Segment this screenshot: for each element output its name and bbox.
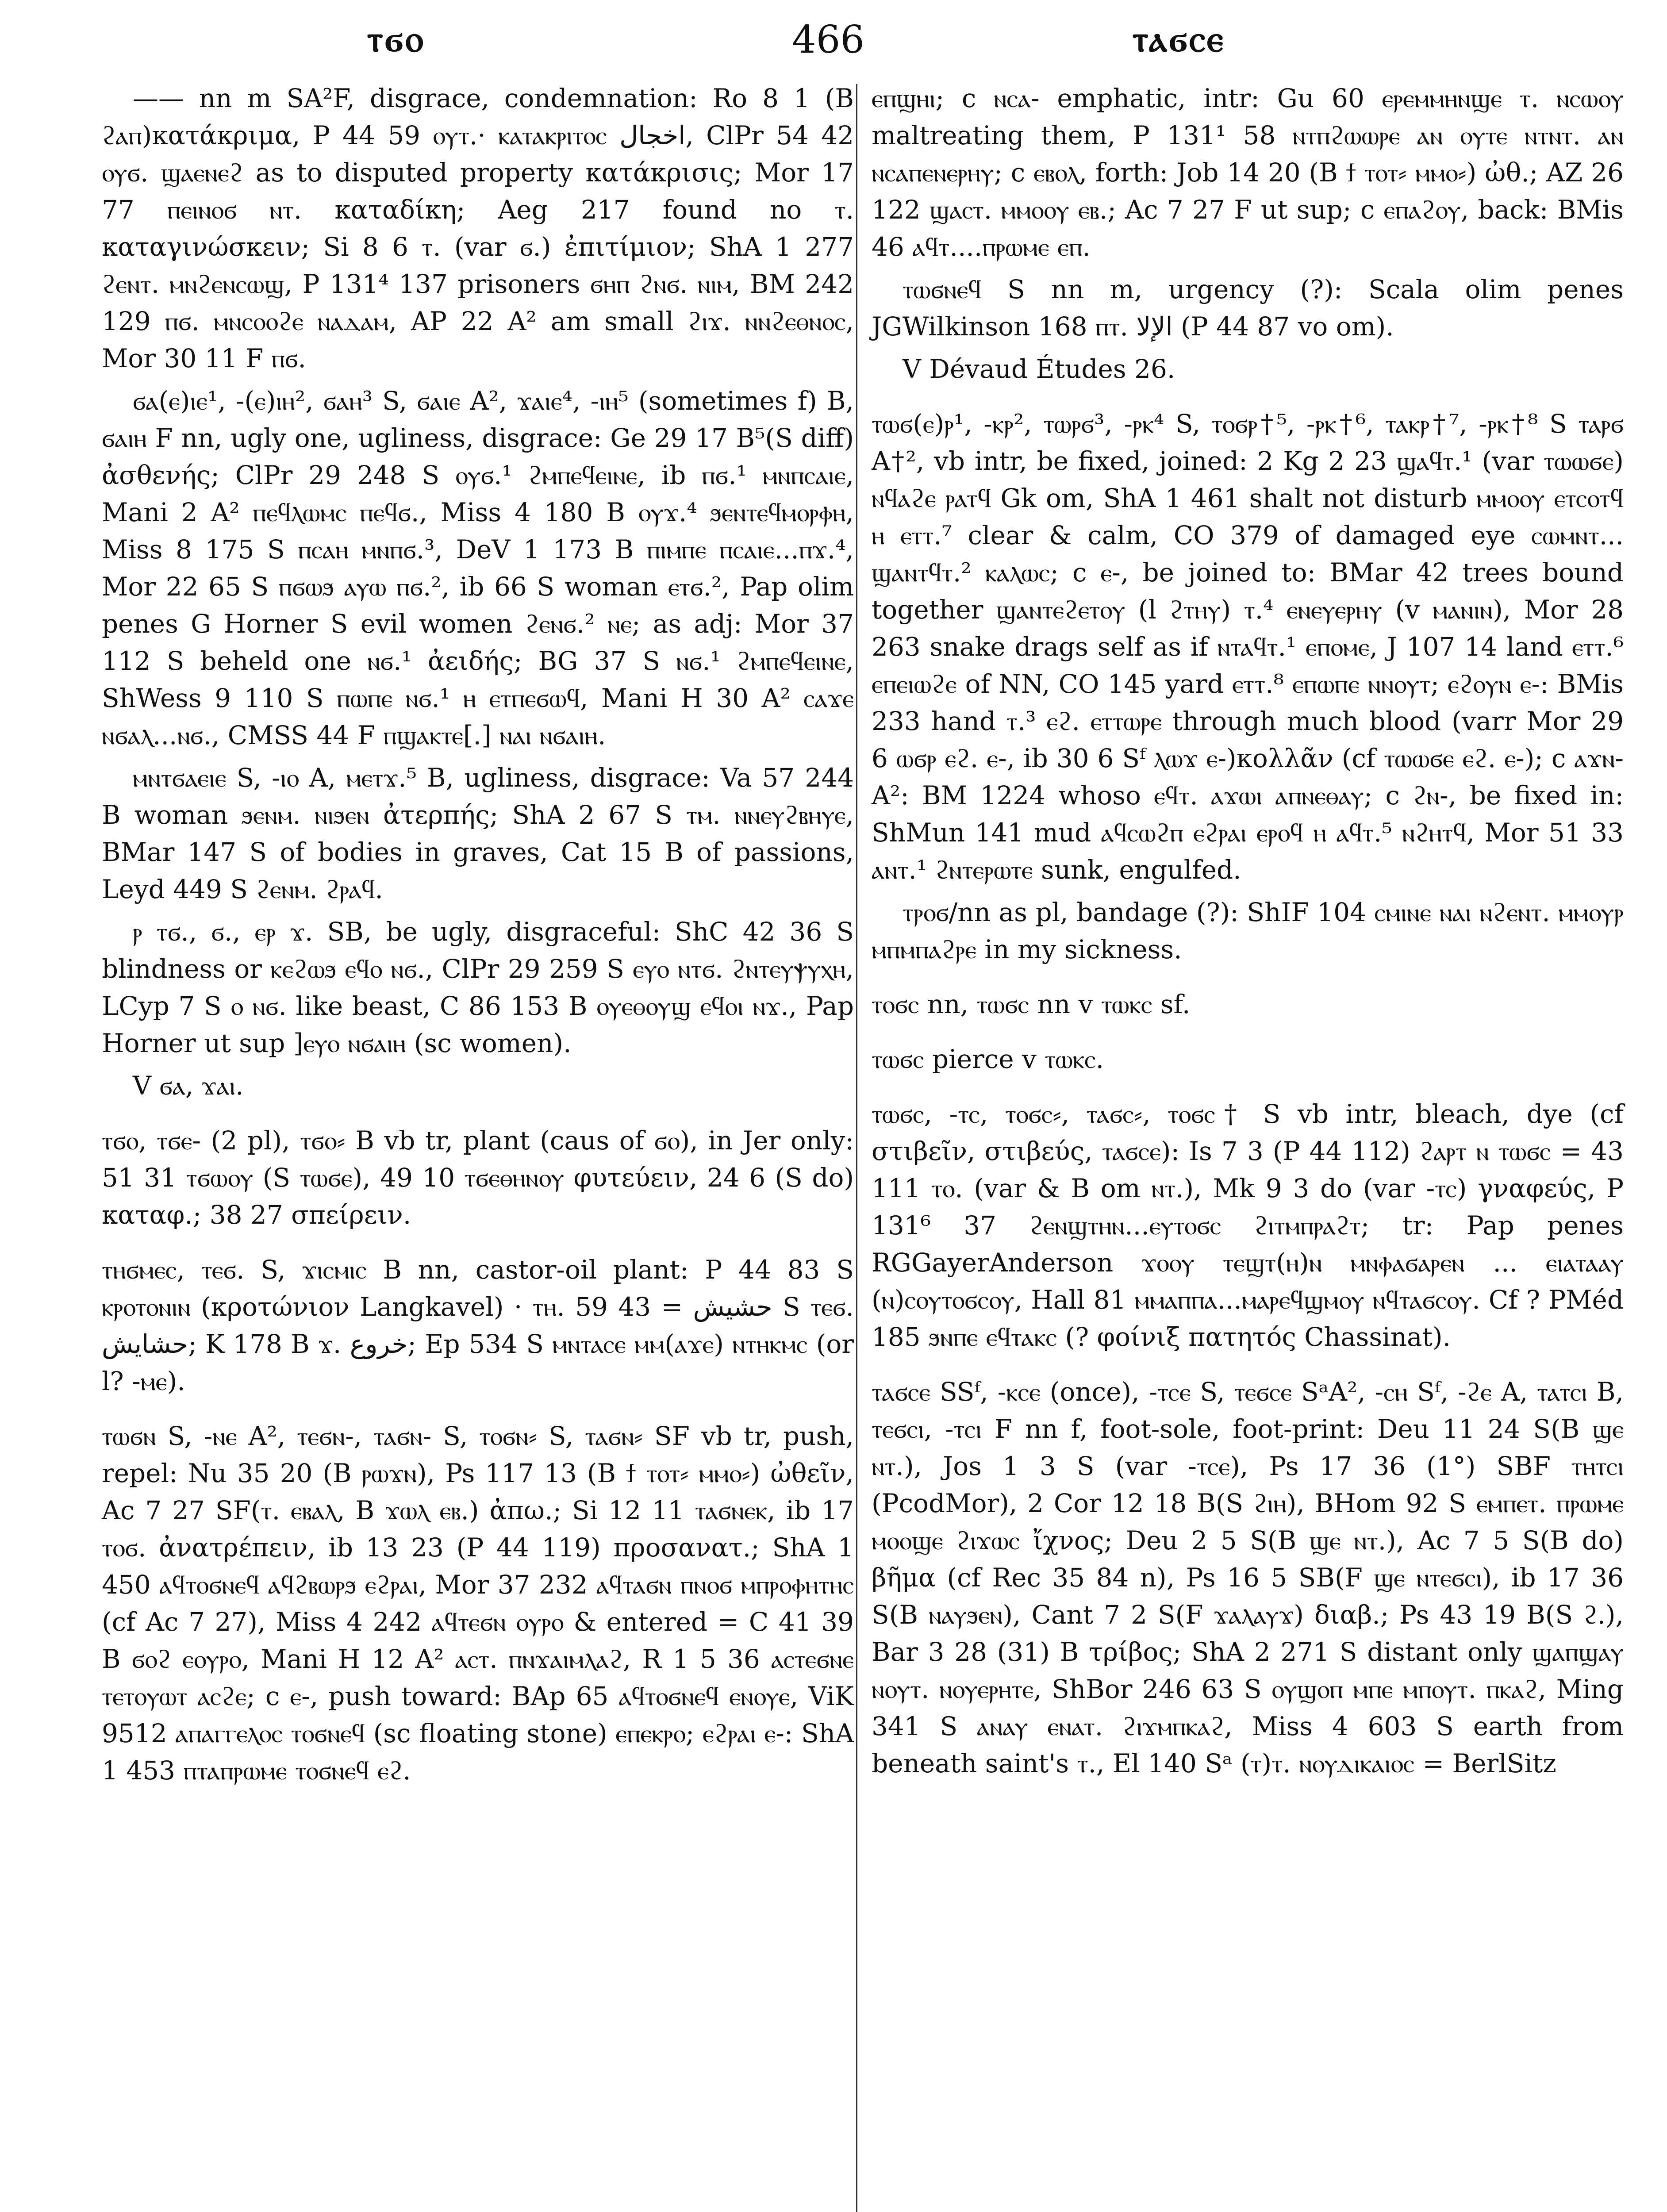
entry-bleach-dye: ⲧⲱϭⲥ, -ⲧⲥ, ⲧⲟϭⲥ⸗, ⲧⲁϭⲥ⸗, ⲧⲟϭⲥ† S vb intr, bleach, dye (cf στιβεῖν, στιβεύς, ⲧⲁϭⲥⲉ): Is 7 3 (P 44 112) ϩⲁⲣⲧ ⲛ ⲧⲱϭⲥ = 43 111 ⲧⲟ. (var & B om ⲛⲧ.), Mk 9 3 do (var -ⲧⲥ) γναφεύς, P 131⁶ 37 ϩⲉⲛϣⲧⲏⲛ...ⲉⲩⲧⲟϭⲥ ϩⲓⲧⲙⲡⲣⲁϩⲧ; tr: Pap penes RGGayerAnderson ϫⲟⲟⲩ ⲧⲉϣⲧ(ⲏ)ⲛ ⲙⲛⲫⲁϭⲁⲣⲉⲛ ... ⲉⲓⲁⲧⲁⲁⲩ (ⲛ)ⲥⲟⲩⲧⲟϭⲥⲟⲩ, Hall 81 ⲙⲙⲁⲡⲡⲁ...ⲙⲁⲣⲉϥϣⲙⲟⲩ ⲛϥⲧⲁϭⲥⲟⲩ. Cf ? PMéd 185 ϧⲛⲡⲉ ⲉϥⲧⲁⲕⲥ (? φοίνιξ πατητός Chassinat). (872, 1099, 1624, 1352)
entry-ugliness: ⲙⲛⲧϭⲁⲉⲓⲉ S, -ⲓⲟ A, ⲙⲉⲧϫ.⁵ B, ugliness, disgrace: Va 57 244 B woman ϧⲉⲛⲙ. ⲛⲓϧⲉⲛ ἀτερπής; ShA 2 67 S ⲧⲙ. ⲛⲛⲉⲩϩⲃⲏⲩⲉ, BMar 147 S of bodies in graves, Cat 15 B of passions, Leyd 449 S ϩⲉⲛⲙ. ϩⲣⲁϥ. (102, 763, 854, 904)
left-headword: ⲧϭⲟ (367, 18, 425, 60)
entry-push-repel: ⲧⲱϭⲛ S, -ⲛⲉ A², ⲧⲉϭⲛ-, ⲧⲁϭⲛ- S, ⲧⲟϭⲛ⸗ S, ⲧⲁϭⲛ⸗ SF vb tr, push, repel: Nu 35 20 (B ⲣⲱϫⲛ), Ps 117 13 (B ϯ ⲧⲟⲧ⸗ ⲙⲙⲟ⸗) ὠθεῖν, Ac 7 27 SF(ⲧ. ⲉⲃⲁⲗ, B ϫⲱⲗ ⲉⲃ.) ἀπω.; Si 12 11 ⲧⲁϭⲛⲉⲕ, ib 17 ⲧⲟϭ. ἀνατρέπειν, ib 13 23 (P 44 119) προσανατ.; ShA 1 450 ⲁϥⲧⲟϭⲛⲉϥ ⲁϥϩⲃⲱⲣϧ ⲉϩⲣⲁⲓ, Mor 37 232 ⲁϥⲧⲁϭⲛ ⲡⲛⲟϭ ⲙⲡⲣⲟⲫⲏⲧⲏⲥ (cf Ac 7 27), Miss 4 242 ⲁϥⲧⲉϭⲛ ⲟⲩⲣⲟ & entered = C 41 39 B ϭⲟϩ ⲉⲟⲩⲣⲟ, Mani H 12 A² ⲁⲥⲧ. ⲡⲛϫⲁⲓⲙⲗⲁϩ, R 1 5 36 ⲁⲥⲧⲉϭⲛⲉ ⲧⲉⲧⲟⲩⲱⲧ ⲁⲥϩⲉ; c ⲉ-, push toward: BAp 65 ⲁϥⲧⲟϭⲛⲉϥ ⲉⲛⲟⲩⲉ, ViK 9512 ⲁⲡⲁⲅⲅⲉⲗⲟⲥ ⲧⲟϭⲛⲉϥ (sc floating stone) ⲉⲡⲉⲕⲣⲟ; ⲉϩⲣⲁⲓ ⲉ-: ShA 1 453 ⲡⲧⲁⲡⲣⲱⲙⲉ ⲧⲟϭⲛⲉϥ ⲉϩ. (102, 1421, 854, 1786)
running-head (0, 18, 1667, 71)
cross-reference-note: V ϭⲁ, ϫⲁⲓ. (133, 1071, 244, 1101)
entry-tocs-nn: ⲧⲟϭⲥ nn, ⲧⲱϭⲥ nn v ⲧⲱⲕⲥ sf. (872, 989, 1191, 1019)
entry-ugly-one: ϭⲁ(ⲉ)ⲓⲉ¹, -(ⲉ)ⲓⲏ², ϭⲁⲏ³ S, ϭⲁⲓⲉ A², ϫⲁⲓⲉ⁴, -ⲓⲏ⁵ (sometimes f) B, ϭⲁⲓⲏ F nn, ugly one, ugliness, disgrace: Ge 29 17 B⁵(S diff) ἀσθενής; ClPr 29 248 S ⲟⲩϭ.¹ ϩⲙⲡⲉϥⲉⲓⲛⲉ, ib ⲡϭ.¹ ⲙⲛⲡⲥⲁⲓⲉ, Mani 2 A² ⲡⲉϥⲗⲱⲙⲥ ⲡⲉϥϭ., Miss 4 180 B ⲟⲩϫ.⁴ ϧⲉⲛⲧⲉϥⲙⲟⲣⲫⲏ, Miss 8 175 S ⲡⲥⲁⲏ ⲙⲛⲡϭ.³, DeV 1 173 B ⲡⲓⲙⲡⲉ ⲡⲥⲁⲓⲉ...ⲡϫ.⁴, Mor 22 65 S ⲡϭⲱϧ ⲁⲩⲱ ⲡϭ.², ib 66 S woman ⲉⲧϭ.², Pap olim penes G Horner S evil women ϩⲉⲛϭ.² ⲛⲉ; as adj: Mor 37 112 S beheld one ⲛϭ.¹ ἀειδής; BG 37 S ⲛϭ.¹ ϩⲙⲡⲉϥⲉⲓⲛⲉ, ShWess 9 110 S ⲡⲱⲡⲉ ⲛϭ.¹ ⲏ ⲉⲧⲡⲉϭⲱϥ, Mani H 30 A² ⲥⲁϫⲉ ⲛϭⲁⲗ...ⲛϭ., CMSS 44 F ⲡϣⲁⲕⲧⲉ[.] ⲛⲁⲓ ⲛϭⲁⲓⲏ. (102, 386, 854, 750)
page-number: 466 (792, 18, 865, 62)
entry-foot-sole: ⲧⲁϭⲥⲉ SSᶠ, -ⲕⲥⲉ (once), -ⲧⲥⲉ S, ⲧⲉϭⲥⲉ SᵃA², -ⲥⲏ Sᶠ, -ϩⲉ A, ⲧⲁⲧⲥⲓ B, ⲧⲉϭⲥⲓ, -ⲧⲥⲓ F nn f, foot-sole, foot-print: Deu 11 24 S(B ϣⲉ ⲛⲧ.), Jos 1 3 S (var -ⲧⲥⲉ), Ps 17 36 (1°) SBF ⲧⲏⲧⲥⲓ (PcodMor), 2 Cor 12 18 B(S ϩⲓⲏ), BHom 92 S ⲉⲙⲡⲉⲧ. ⲡⲣⲱⲙⲉ ⲙⲟⲟϣⲉ ϩⲓϫⲱⲥ ἴχνος; Deu 2 5 S(B ϣⲉ ⲛⲧ.), Ac 7 5 S(B do) βῆμα (cf Rec 35 84 n), Ps 16 5 SB(F ϣⲉ ⲛⲧⲉϭⲥⲓ), ib 17 36 S(B ⲛⲁⲩϧⲉⲛ), Cant 7 2 S(F ϫⲁⲗⲁⲩϫ) διαβ.; Ps 43 19 B(S ϩ.), Bar 3 28 (31) B τρίβος; ShA 2 271 S distant only ϣⲁⲡϣⲁⲩ ⲛⲟⲩⲧ. ⲛⲟⲩⲉⲣⲏⲧⲉ, ShBor 246 63 S ⲟⲩϣⲟⲡ ⲙⲡⲉ ⲙⲡⲟⲩⲧ. ⲡⲕⲁϩ, Ming 341 S ⲁⲛⲁⲩ ⲉⲛⲁⲧ. ϩⲓϫⲙⲡⲕⲁϩ, Miss 4 603 S earth from beneath saint's ⲧ., El 140 Sᵃ (ⲧ)ⲧ. ⲛⲟⲩⲇⲓⲕⲁⲓⲟⲥ = BerlSitz (872, 1377, 1624, 1778)
right-column (872, 80, 1624, 1787)
entry-push-continued: ⲉⲡϣⲏⲓ; c ⲛⲥⲁ- emphatic, intr: Gu 60 ⲉⲣⲉⲙⲙⲏⲛϣⲉ ⲧ. ⲛⲥⲱⲟⲩ maltreating them, P 131¹ 58 ⲛⲧⲡϩⲱⲱⲣⲉ ⲁⲛ ⲟⲩⲧⲉ ⲛⲧⲛⲧ. ⲁⲛ ⲛⲥⲁⲡⲉⲛⲉⲣⲏⲩ; c ⲉⲃⲟⲗ, forth: Job 14 20 (B ϯ ⲧⲟⲧ⸗ ⲙⲙⲟ⸗) ὠθ.; AZ 26 122 ϣⲁⲥⲧ. ⲙⲙⲟⲟⲩ ⲉⲃ.; Ac 7 27 F ut sup; c ⲉⲡⲁϩⲟⲩ, back: BMis 46 ⲁϥⲧ....ⲡⲣⲱⲙⲉ ⲉⲡ. (872, 83, 1624, 262)
column-divider (856, 84, 857, 2212)
cross-reference-devaud: V Dévaud Études 26. (903, 354, 1175, 384)
entry-tco-plant: ⲧϭⲟ, ⲧϭⲉ- (2 pl), ⲧϭⲟ⸗ B vb tr, plant (caus of ϭⲟ), in Jer only: 51 31 ⲧϭⲱⲟⲩ (S ⲧⲱϭⲉ), 49 10 ⲧϭⲉⲑⲏⲛⲟⲩ φυτεύειν, 24 6 (S do) καταφ.; 38 27 σπείρειν. (102, 1125, 854, 1230)
right-headword: ⲧⲁϭⲥⲉ (1133, 18, 1225, 60)
entry-be-ugly: ⲣ ⲧϭ., ϭ., ⲉⲣ ϫ. SB, be ugly, disgraceful: ShC 42 36 S blindness or ⲕⲉϩⲱϧ ⲉϥⲟ ⲛϭ., ClPr 29 259 S ⲉⲩⲟ ⲛⲧϭ. ϩⲛⲧⲉⲩⲯⲩⲭⲏ, LCyp 7 S ⲟ ⲛϭ. like beast, C 86 153 B ⲟⲩⲉⲑⲟⲩϣ ⲉϥⲟⲓ ⲛϫ., Pap Horner ut sup ]ⲉⲩⲟ ⲛϭⲁⲓⲏ (sc women). (102, 917, 854, 1058)
left-column (102, 80, 854, 1794)
entry-castor-oil-plant: ⲧⲏϭⲙⲉⲥ, ⲧⲉϭ. S, ϫⲓⲥⲙⲓⲥ B nn, castor-oil plant: P 44 83 S ⲕⲣⲟⲧⲟⲛⲓⲛ (κροτώνιον Langkavel) · ⲧⲏ. حشيش = 43 59 S ⲧⲉϭ. حشايش; K 178 B ϫ. خروع; Ep 534 S ⲙⲛⲧⲁⲥⲉ ⲙⲙ(ⲁϫⲉ) ⲛⲧⲏⲕⲙⲥ (or l? -ⲙⲉ). (102, 1255, 854, 1396)
entry-condemnation: —— nn m SA²F, disgrace, condemnation: Ro 8 1 (B ϩⲁⲡ)κατάκριμα, P 44 59 ⲟⲩⲧ.· ⲕⲁⲧⲁⲕⲣⲓⲧⲟⲥ اخجال, ClPr 54 42 ⲟⲩϭ. ϣⲁⲉⲛⲉϩ as to disputed property κατάκρισις; Mor 17 77 ⲡⲉⲓⲛⲟϭ ⲛⲧ. καταδίκη; Aeg 217 found no ⲧ. καταγινώσκειν; Si 8 6 ⲧ. (var ϭ.) ἐπιτίμιον; ShA 1 277 ϩⲉⲛⲧ. ⲙⲛϩⲉⲛⲥⲱϣ, P 131⁴ 137 prisoners ϭⲏⲡ ϩⲛϭ. ⲛⲓⲙ, BM 242 129 ⲡϭ. ⲙⲛⲥⲟⲟϩⲉ ⲛⲁⲇⲁⲙ, AP 22 A² am small ϩⲓϫ. ⲛⲛϩⲉⲑⲛⲟⲥ, Mor 30 11 F ⲡϭ. (102, 83, 854, 373)
entry-urgency: ⲧⲱϭⲛⲉϥ S nn m, urgency (?): Scala olim penes JGWilkinson 168 ⲡⲧ. الإلا (P 44 87 vo om). (872, 274, 1624, 342)
entry-be-fixed-joined: ⲧⲱϭ(ⲉ)ⲣ¹, -ⲕⲣ², ⲧⲱⲣϭ³, -ⲣⲕ⁴ S, ⲧⲟϭⲣ†⁵, -ⲣⲕ†⁶, ⲧⲁⲕⲣ†⁷, -ⲣⲕ†⁸ S ⲧⲁⲣϭ A†², vb intr, be fixed, joined: 2 Kg 2 23 ϣⲁϥⲧ.¹ (var ⲧⲱⲱϭⲉ) ⲛϥⲁϩⲉ ⲣⲁⲧϥ Gk om, ShA 1 461 shalt not disturb ⲙⲙⲟⲟⲩ ⲉⲧⲥⲟⲧϥ ⲏ ⲉⲧⲧ.⁷ clear & calm, CO 379 of damaged eye ⲥⲱⲙⲛⲧ... ϣⲁⲛⲧϥⲧ.² ⲕⲁⲗⲱⲥ; c ⲉ-, be joined to: BMar 42 trees bound together ϣⲁⲛⲧⲉϩⲉⲧⲟⲩ (l ϩⲧⲏⲩ) ⲧ.⁴ ⲉⲛⲉⲩⲉⲣⲏⲩ (v ⲙⲁⲛⲓⲛ), Mor 28 263 snake drags self as if ⲛⲧⲁϥⲧ.¹ ⲉⲡⲟⲙⲉ, J 107 14 land ⲉⲧⲧ.⁶ ⲉⲡⲉⲓⲱϩⲉ of NN, CO 145 yard ⲉⲧⲧ.⁸ ⲉⲡⲱⲡⲉ ⲛⲛⲟⲩⲧ; ⲉϩⲟⲩⲛ ⲉ-: BMis 233 hand ⲧ.³ ⲉϩ. ⲉⲧⲧⲱⲣⲉ through much blood (varr Mor 29 6 ⲱϭⲣ ⲉϩ. ⲉ-, ib 30 6 Sᶠ ⲗⲱϫ ⲉ-)κολλᾶν (cf ⲧⲱⲱϭⲉ ⲉϩ. ⲉ-); c ⲁϫⲛ- A²: BM 1224 whoso ⲉϥⲧ. ⲁϫⲱⲓ ⲁⲡⲛⲉⲑⲁⲩ; c ϩⲛ-, be fixed in: ShMun 141 mud ⲁϥⲥⲱϩⲡ ⲉϩⲣⲁⲓ ⲉⲣⲟϥ ⲏ ⲁϥⲧ.⁵ ⲛϩⲏⲧϥ, Mor 51 33 ⲁⲛⲧ.¹ ϩⲛⲧⲉⲣⲱⲧⲉ sunk, engulfed. (872, 409, 1624, 885)
entry-tocs-pierce: ⲧⲱϭⲥ pierce v ⲧⲱⲕⲥ. (872, 1044, 1104, 1074)
entry-bandage: ⲧⲣⲟϭ/nn as pl, bandage (?): ShIF 104 ⲥⲙⲓⲛⲉ ⲛⲁⲓ ⲛϩⲉⲛⲧ. ⲙⲙⲟⲩⲣ ⲙⲡⲙⲡⲁϩⲣⲉ in my sickness. (872, 897, 1624, 964)
